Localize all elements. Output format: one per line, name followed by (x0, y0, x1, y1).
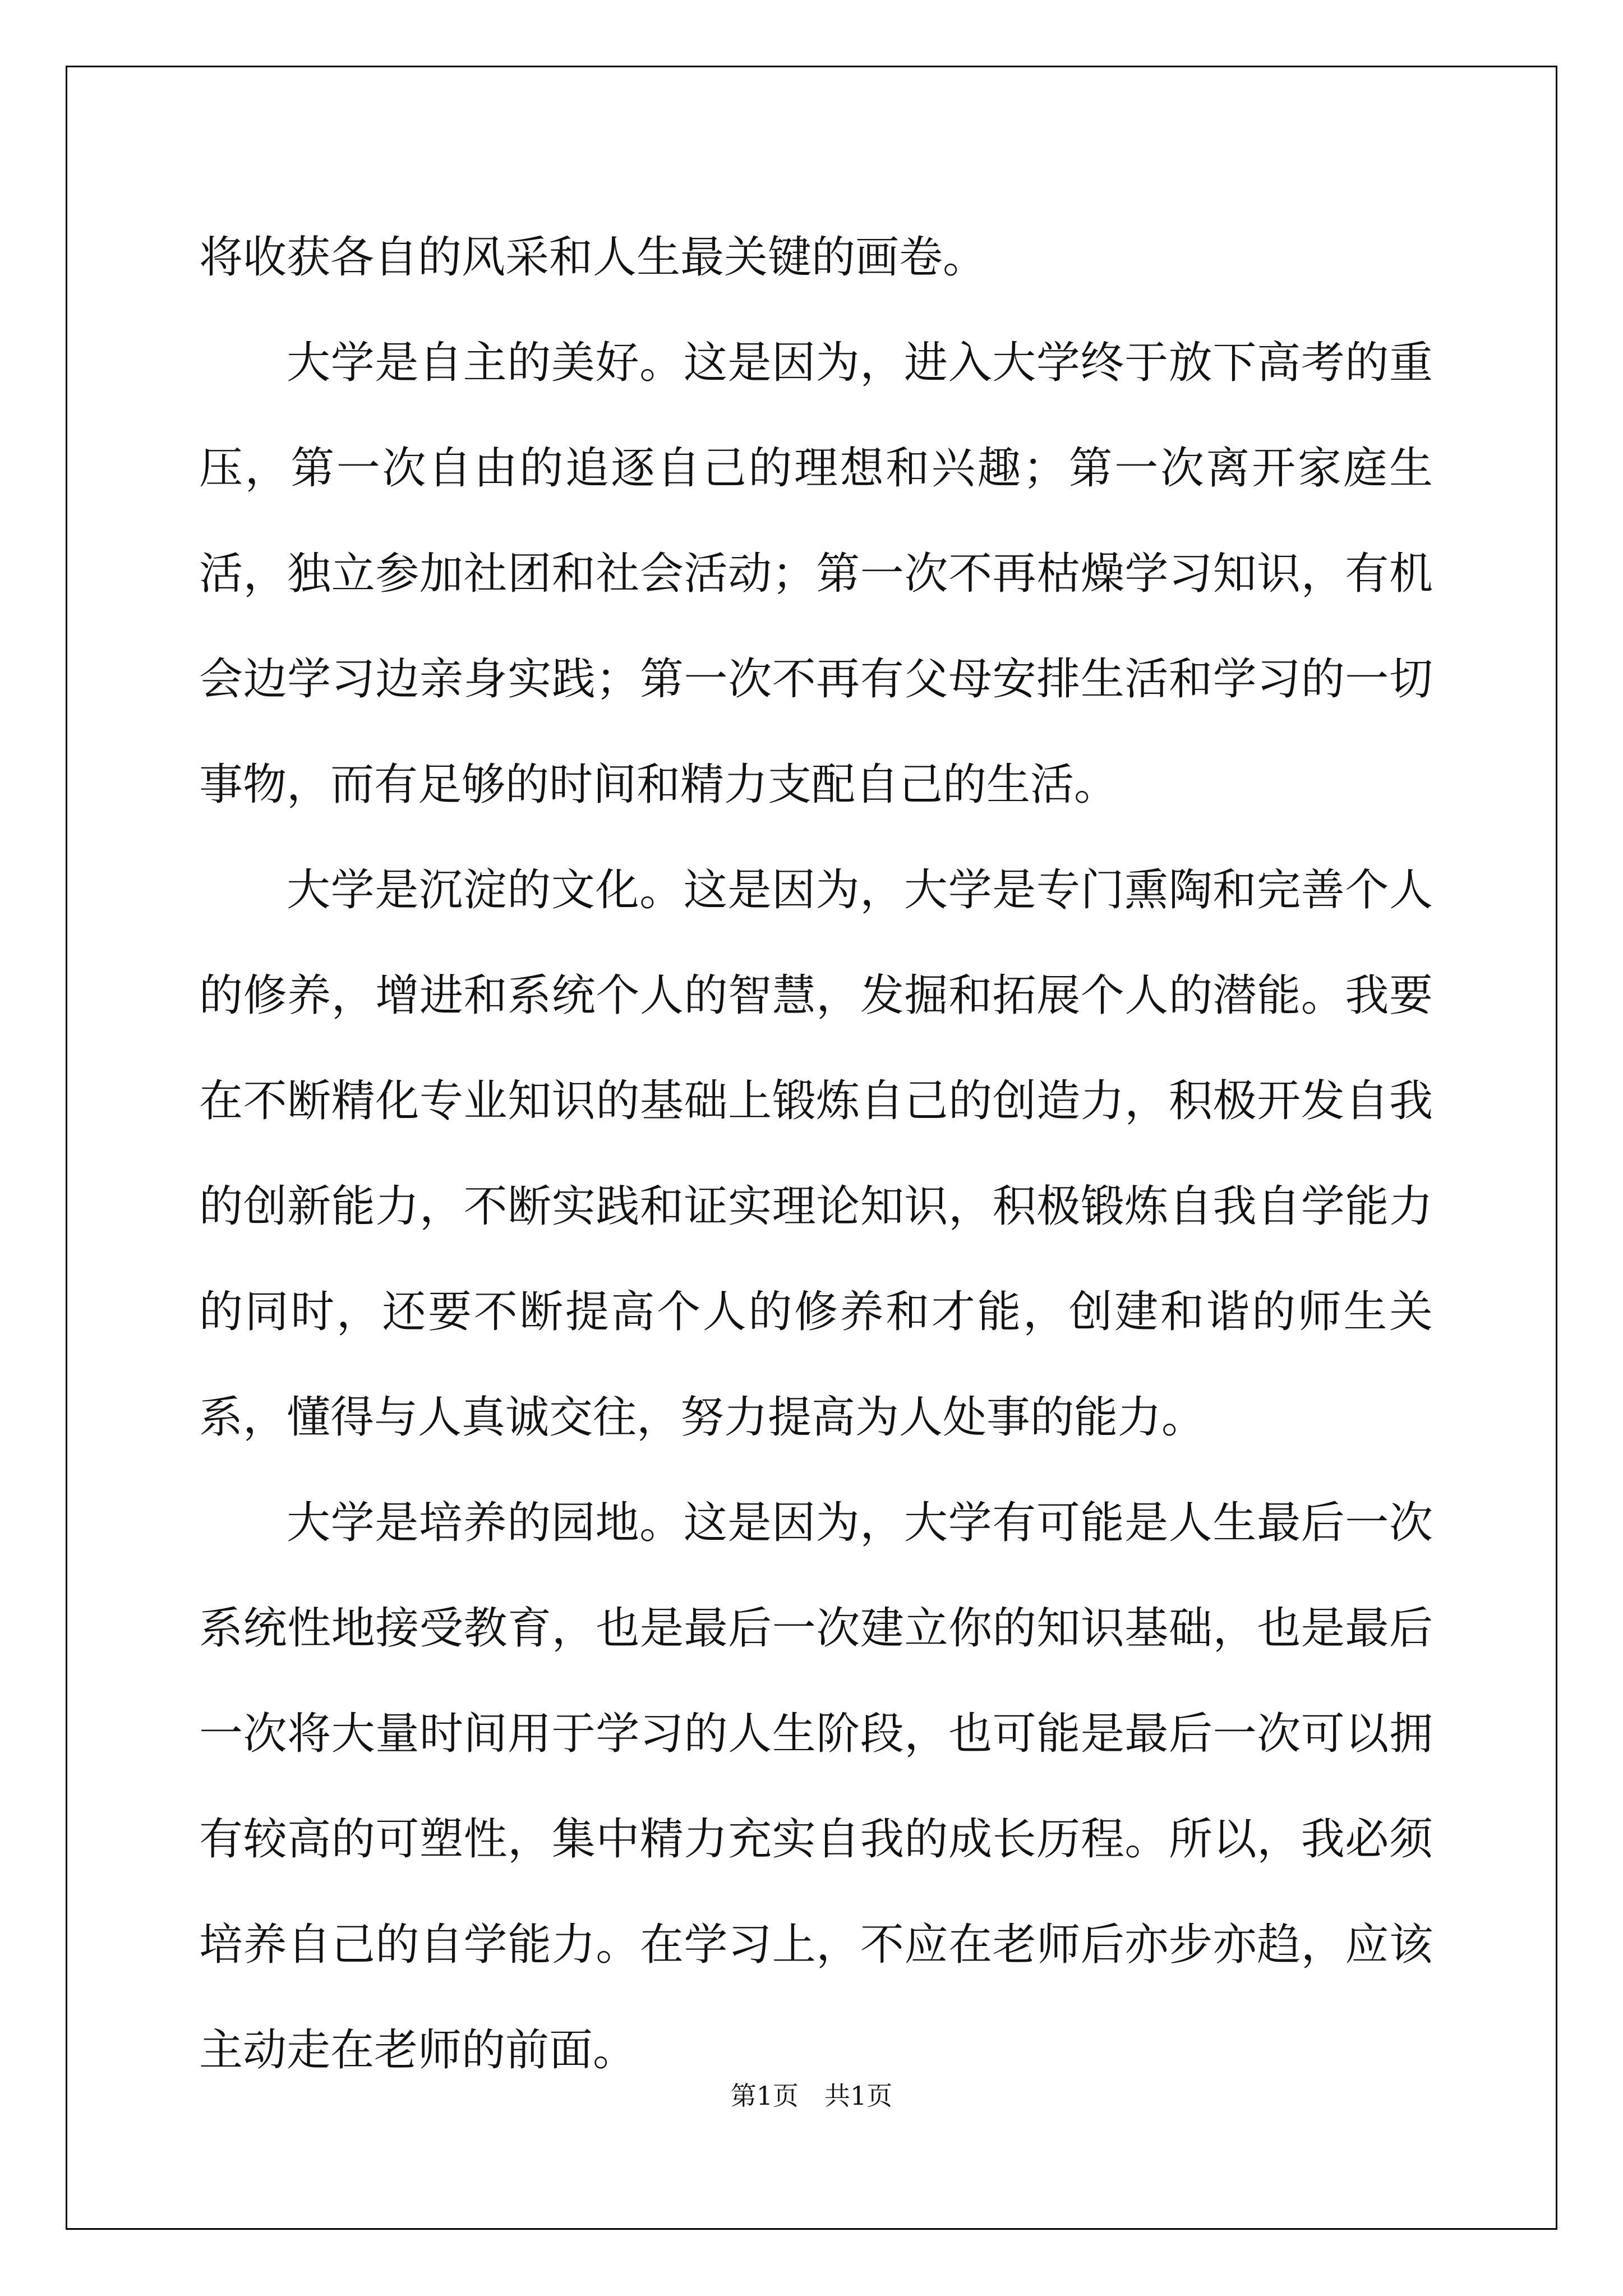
paragraph-3: 大学是沉淀的文化。这是因为，大学是专门熏陶和完善个人的修养，增进和系统个人的智慧，发掘和拓展个人的潜能。我要在不断精化专业知识的基础上锻炼自己的创造力，积极开发自我的创新能力，不断实践和证实理论知识，积极锻炼自我自学能力的同时，还要不断提高个人的修养和才能，创建和谐的师生关系，懂得与人真诚交往，努力提高为人处事的能力。 (199, 865, 1433, 1443)
page-number: 第1页 (730, 2081, 799, 2111)
paragraph-2: 大学是自主的美好。这是因为，进入大学终于放下高考的重压，第一次自由的追逐自己的理想和兴趣；第一次离开家庭生活，独立参加社团和社会活动；第一次不再枯燥学习知识，有机会边学习边亲身实践；第一次不再有父母安排生活和学习的一切事物，而有足够的时间和精力支配自己的生活。 (199, 338, 1433, 810)
page-footer (0, 2076, 1623, 2113)
document-body (199, 205, 1433, 2103)
page-total: 共1页 (824, 2081, 893, 2111)
paragraph-4: 大学是培养的园地。这是因为，大学有可能是人生最后一次系统性地接受教育，也是最后一次建立你的知识基础，也是最后一次将大量时间用于学习的人生阶段，也可能是最后一次可以拥有较高的可塑性，集中精力充实自我的成长历程。所以，我必须培养自己的自学能力。在学习上，不应在老师后亦步亦趋，应该主动走在老师的前面。 (199, 1498, 1433, 2076)
paragraph-1: 将收获各自的风采和人生最关键的画卷。 (199, 232, 987, 283)
